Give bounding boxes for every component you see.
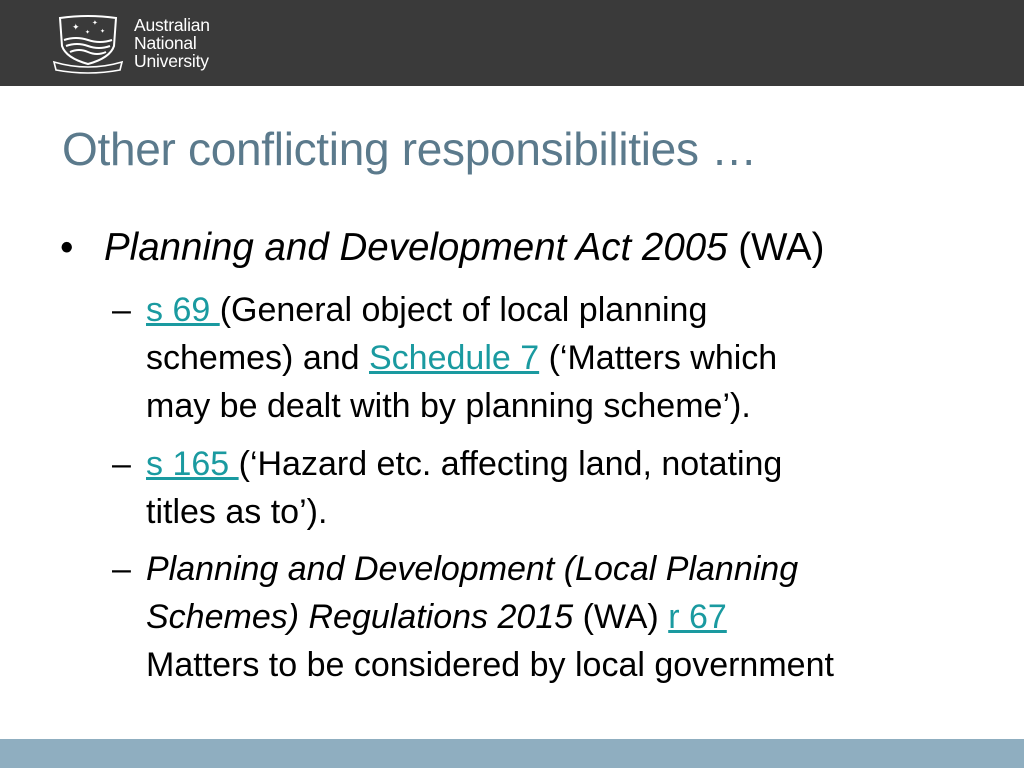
sub-line: may be dealt with by planning scheme’). bbox=[146, 387, 751, 425]
sub-dash: – bbox=[112, 550, 131, 588]
link-r67[interactable]: r 67 bbox=[668, 598, 727, 636]
link-s69[interactable]: s 69 bbox=[146, 291, 220, 329]
sub-line bbox=[146, 545, 798, 593]
logo-line-2: National bbox=[134, 33, 197, 53]
anu-crest-icon bbox=[52, 12, 124, 74]
anu-logo[interactable] bbox=[52, 12, 210, 74]
sub-line bbox=[146, 440, 782, 488]
logo-line-3: University bbox=[134, 51, 209, 71]
university-name bbox=[134, 16, 210, 70]
sub-line bbox=[146, 286, 707, 334]
slide-title: Other conflicting responsibilities … bbox=[62, 123, 757, 175]
regulations-title-cont: Schemes) Regulations 2015 bbox=[146, 598, 574, 636]
bullet-text bbox=[104, 222, 825, 274]
svg-text:✦: ✦ bbox=[72, 23, 80, 33]
sub-line bbox=[146, 334, 777, 382]
svg-text:✦: ✦ bbox=[100, 28, 106, 35]
sub-text: (General object of local planning bbox=[219, 291, 708, 329]
sub-text: schemes) and bbox=[146, 339, 369, 377]
footer-bar bbox=[0, 739, 1024, 768]
link-s165[interactable]: s 165 bbox=[146, 445, 239, 483]
sub-text: (WA) bbox=[573, 598, 669, 636]
act-title: Planning and Development Act 2005 bbox=[104, 226, 728, 269]
logo-line-1: Australian bbox=[134, 15, 210, 35]
sub-dash: – bbox=[112, 291, 131, 329]
sub-text: (‘Hazard etc. affecting land, notating bbox=[238, 445, 783, 483]
sub-line bbox=[146, 593, 727, 641]
svg-text:✦: ✦ bbox=[92, 19, 98, 27]
bullet-marker: • bbox=[60, 226, 74, 269]
link-schedule-7[interactable]: Schedule 7 bbox=[369, 339, 540, 377]
header-bar bbox=[0, 0, 1024, 86]
regulations-title: Planning and Development (Local Planning bbox=[146, 550, 799, 588]
svg-text:✦: ✦ bbox=[85, 29, 91, 36]
sub-line: titles as to’). bbox=[146, 493, 328, 531]
sub-line: Matters to be considered by local government bbox=[146, 646, 834, 684]
act-jurisdiction: (WA) bbox=[727, 226, 825, 269]
sub-text: (‘Matters which bbox=[539, 339, 778, 377]
sub-dash: – bbox=[112, 445, 131, 483]
